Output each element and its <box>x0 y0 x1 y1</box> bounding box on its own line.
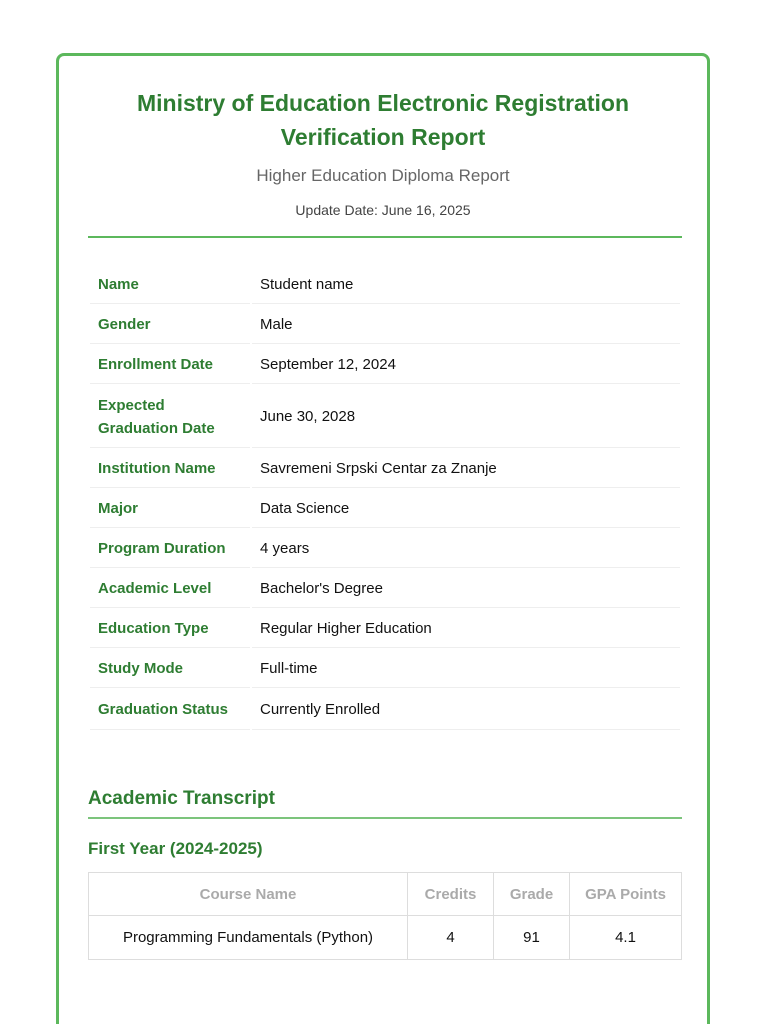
info-row-graduation-status <box>90 690 680 730</box>
report-subtitle: Higher Education Diploma Report <box>256 166 510 185</box>
page-title: Ministry of Education Electronic Registration Verification Report <box>136 90 629 150</box>
course-name-cell: Programming Fundamentals (Python) <box>89 916 408 960</box>
info-row-gender <box>90 306 680 344</box>
info-row-expected-graduation-date <box>90 386 680 448</box>
info-label: Study Mode <box>90 650 250 688</box>
info-label: Education Type <box>90 610 250 648</box>
info-row-name <box>90 266 680 304</box>
info-label: Enrollment Date <box>90 346 250 384</box>
info-value: Regular Higher Education <box>252 610 680 648</box>
table-row <box>89 916 682 960</box>
info-label: Expected Graduation Date <box>90 386 250 448</box>
student-info-table <box>88 264 682 732</box>
info-label: Institution Name <box>90 450 250 488</box>
info-value: June 30, 2028 <box>252 386 680 448</box>
info-value: September 12, 2024 <box>252 346 680 384</box>
info-value: 4 years <box>252 530 680 568</box>
grade-table-header-row <box>89 873 682 916</box>
info-label: Academic Level <box>90 570 250 608</box>
info-row-major <box>90 490 680 528</box>
report-card <box>56 53 710 1024</box>
header-divider <box>88 236 682 238</box>
info-row-study-mode <box>90 650 680 688</box>
info-row-institution-name <box>90 450 680 488</box>
info-label: Gender <box>90 306 250 344</box>
grade-cell: 91 <box>494 916 570 960</box>
info-row-education-type <box>90 610 680 648</box>
info-label: Program Duration <box>90 530 250 568</box>
info-value: Full-time <box>252 650 680 688</box>
transcript-section-title: Academic Transcript <box>88 788 275 809</box>
gpa-points-cell: 4.1 <box>570 916 682 960</box>
info-row-enrollment-date <box>90 346 680 384</box>
info-label: Name <box>90 266 250 304</box>
info-row-program-duration <box>90 530 680 568</box>
column-header-credits: Credits <box>408 873 494 916</box>
column-header-course-name: Course Name <box>89 873 408 916</box>
info-value: Currently Enrolled <box>252 690 680 730</box>
info-value: Savremeni Srpski Centar za Znanje <box>252 450 680 488</box>
transcript-divider <box>88 817 682 819</box>
info-value: Student name <box>252 266 680 304</box>
info-label: Major <box>90 490 250 528</box>
info-value: Bachelor's Degree <box>252 570 680 608</box>
credits-cell: 4 <box>408 916 494 960</box>
info-value: Male <box>252 306 680 344</box>
info-label: Graduation Status <box>90 690 250 730</box>
year-title: First Year (2024-2025) <box>88 839 263 858</box>
info-value: Data Science <box>252 490 680 528</box>
column-header-grade: Grade <box>494 873 570 916</box>
update-date: Update Date: June 16, 2025 <box>295 202 471 218</box>
column-header-gpa-points: GPA Points <box>570 873 682 916</box>
grade-table <box>88 872 682 960</box>
info-row-academic-level <box>90 570 680 608</box>
